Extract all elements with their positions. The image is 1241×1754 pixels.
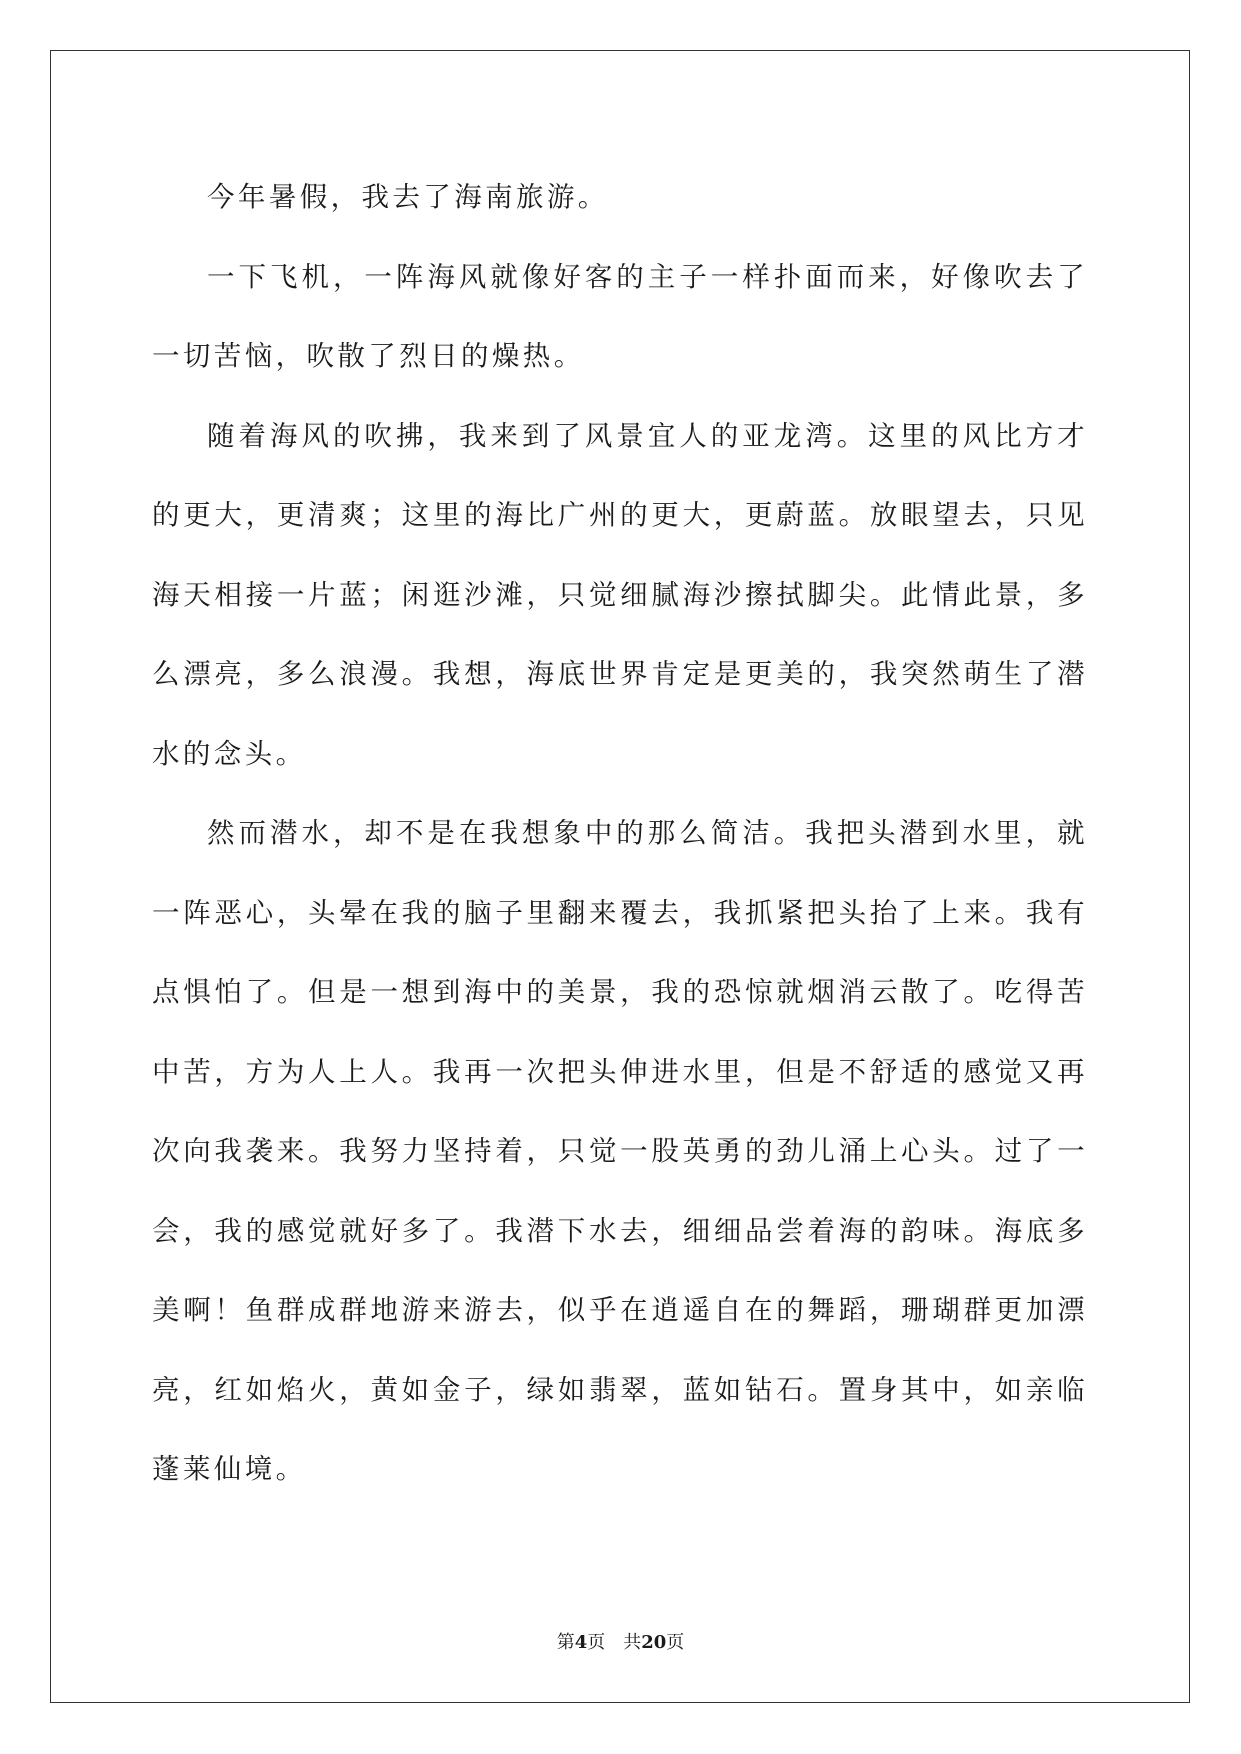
paragraph: 一下飞机，一阵海风就像好客的主子一样扑面而来，好像吹去了一切苦恼，吹散了烈日的燥热。 <box>152 260 1088 372</box>
total-prefix: 共 <box>623 1632 642 1653</box>
document-body <box>152 158 1088 1510</box>
paragraph: 然而潜水，却不是在我想象中的那么简洁。我把头潜到水里，就一阵恶心，头晕在我的脑子里翻来覆去，我抓紧把头抬了上来。我有点惧怕了。但是一想到海中的美景，我的恐惊就烟消云散了。吃得苦中苦，方为人上人。我再一次把头伸进水里，但是不舒适的感觉又再次向我袭来。我努力坚持着，只觉一股英勇的劲儿涌上心头。过了一会，我的感觉就好多了。我潜下水去，细细品尝着海的韵味。海底多美啊！鱼群成群地游来游去，似乎在逍遥自在的舞蹈，珊瑚群更加漂亮，红如焰火，黄如金子，绿如翡翠，蓝如钻石。置身其中，如亲临蓬莱仙境。 <box>152 817 1088 1485</box>
paragraph: 随着海风的吹拂，我来到了风景宜人的亚龙湾。这里的风比方才的更大，更清爽；这里的海比广州的更大，更蔚蓝。放眼望去，只见海天相接一片蓝；闲逛沙滩，只觉细腻海沙擦拭脚尖。此情此景，多么漂亮，多么浪漫。我想，海底世界肯定是更美的，我突然萌生了潜水的念头。 <box>152 419 1088 770</box>
page-suffix: 页 <box>587 1632 606 1653</box>
total-suffix: 页 <box>666 1632 685 1653</box>
page-prefix: 第 <box>556 1632 575 1653</box>
page-current: 4 <box>574 1632 588 1653</box>
page-footer <box>0 1628 1241 1654</box>
page-total: 20 <box>641 1632 667 1653</box>
paragraph: 今年暑假，我去了海南旅游。 <box>207 181 609 213</box>
